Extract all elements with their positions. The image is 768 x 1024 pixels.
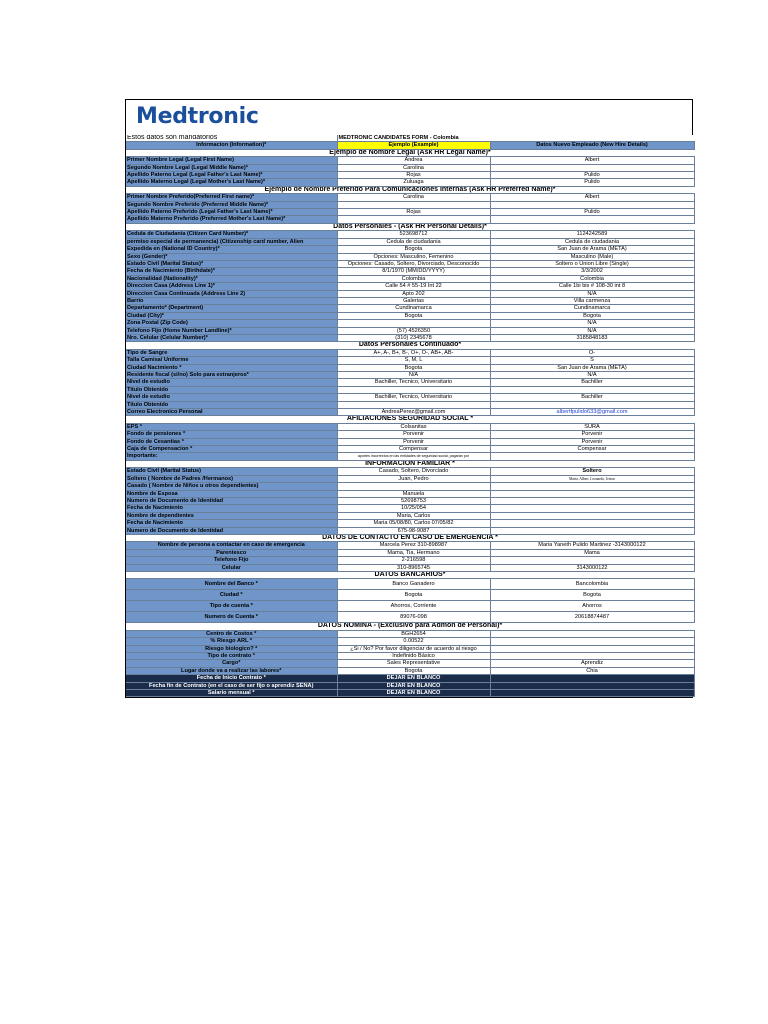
section-preferred-name: Ejemplo de Nombre Preferido Para Comunicaciones Internas (Ask HR Preferred Name)* — [126, 186, 694, 193]
field-label: Telefono Fijo (Home Number Landline)* — [126, 327, 337, 334]
form-row — [126, 379, 694, 386]
new-hire-field[interactable]: albertfpulido633@gmail.com — [490, 409, 694, 416]
form-row — [126, 557, 694, 564]
form-row — [126, 334, 694, 341]
new-hire-field[interactable]: 3143000122 — [490, 564, 694, 571]
example-value: Bachiller, Tecnico, Universitario — [337, 379, 490, 386]
example-value: Carolina — [337, 194, 490, 201]
new-hire-field[interactable]: N/A — [490, 327, 694, 334]
new-hire-field[interactable]: N/A — [490, 290, 694, 297]
new-hire-field[interactable]: Maria Yaneth Pulido Martinez -3143000122 — [490, 542, 694, 549]
new-hire-field[interactable] — [490, 653, 694, 660]
example-value: Bogota — [337, 364, 490, 371]
new-hire-field[interactable]: Bogota — [490, 590, 694, 601]
field-label: Nivel de estudio — [126, 379, 337, 386]
example-value — [337, 216, 490, 223]
form-row — [126, 453, 694, 460]
form-row — [126, 638, 694, 645]
form-row — [126, 675, 694, 682]
new-hire-field[interactable] — [490, 630, 694, 637]
field-label: Nombre del Banco * — [126, 579, 337, 590]
field-label: Parentesco — [126, 549, 337, 556]
section-personal: Datos Personales - (Ask HR Personal Details)* — [126, 223, 694, 230]
example-value: 523698712 — [337, 231, 490, 238]
example-value: DEJAR EN BLANCO — [337, 675, 490, 682]
new-hire-field[interactable] — [490, 638, 694, 645]
new-hire-field[interactable] — [490, 216, 694, 223]
form-row — [126, 590, 694, 601]
field-label: Tipo de Sangre — [126, 349, 337, 356]
example-value: Ahorros, Corriente — [337, 601, 490, 612]
candidates-form — [125, 99, 693, 698]
field-label: Apellido Paterno Preferido (Legal Father's Last Name)* — [126, 209, 337, 216]
form-row — [126, 475, 694, 482]
example-value: BGH2654 — [337, 630, 490, 637]
new-hire-field[interactable]: Porvenir — [490, 431, 694, 438]
example-value: Bogota — [337, 312, 490, 319]
new-hire-field[interactable]: Colombia — [490, 275, 694, 282]
example-value: 0.00522 — [337, 638, 490, 645]
field-label: Fecha fin de Contrato (en el caso de ser fijo o aprendiz SENA) — [126, 682, 337, 689]
example-value: Bogota — [337, 246, 490, 253]
field-label: Titulo Obtenido — [126, 386, 337, 393]
form-row — [126, 490, 694, 497]
example-value: Apto 202 — [337, 290, 490, 297]
field-label: Nivel de estudio — [126, 394, 337, 401]
field-label: Nro. Celular (Celular Number)* — [126, 334, 337, 341]
example-value: Carolina — [337, 164, 490, 171]
medtronic-logo: Medtronic — [136, 104, 259, 129]
form-row — [126, 283, 694, 290]
new-hire-field[interactable]: Cedula de ciudadania — [490, 238, 694, 245]
new-hire-field[interactable]: 3185848183 — [490, 334, 694, 341]
new-hire-field[interactable]: O- — [490, 349, 694, 356]
section-bank: DATOS BANCARIOS* — [126, 571, 694, 578]
example-value: Rojas — [337, 209, 490, 216]
field-label: Telefono Fijo — [126, 557, 337, 564]
form-row — [126, 682, 694, 689]
example-value: AndreaPerez@gmail.com — [337, 409, 490, 416]
form-table — [126, 135, 695, 697]
form-row — [126, 194, 694, 201]
example-value: Opciones: Masculino, Femenino — [337, 253, 490, 260]
field-label: Primer Nombre Legal (Legal First Name) — [126, 157, 337, 164]
field-label: Salario mensual * — [126, 690, 337, 697]
form-row — [126, 690, 694, 697]
form-row — [126, 268, 694, 275]
form-row — [126, 327, 694, 334]
field-label: Segundo Nombre Legal (Legal Middle Name)* — [126, 164, 337, 171]
form-row — [126, 253, 694, 260]
field-label: Ciudad Nacimiento * — [126, 364, 337, 371]
form-row — [126, 312, 694, 319]
form-row — [126, 216, 694, 223]
form-row — [126, 297, 694, 304]
form-row — [126, 201, 694, 208]
new-hire-field[interactable]: Soltero o Union Libre (Single) — [490, 260, 694, 267]
new-hire-field[interactable]: Bogota — [490, 312, 694, 319]
field-label: Fecha de Nacimiento — [126, 505, 337, 512]
new-hire-field[interactable]: 3/3/2002 — [490, 268, 694, 275]
example-value: 8/1/1970 (MM/DD/YYYY) — [337, 268, 490, 275]
form-row — [126, 386, 694, 393]
example-value: A+, A-, B+, B-, O+, O-, AB+, AB- — [337, 349, 490, 356]
new-hire-field[interactable] — [490, 505, 694, 512]
new-hire-field[interactable] — [490, 520, 694, 527]
form-row — [126, 601, 694, 612]
form-row — [126, 349, 694, 356]
field-label: Centro de Costos * — [126, 630, 337, 637]
field-label: Tipo de cuenta * — [126, 601, 337, 612]
example-value: 675-98-9087 — [337, 527, 490, 534]
example-value: Banco Ganadero — [337, 579, 490, 590]
column-header-example: Ejemplo (Example) — [337, 142, 490, 149]
field-label: Estado Civil (Marital Status) — [126, 468, 337, 475]
field-label: Casado ( Nombre de Niños u otros dependientes) — [126, 483, 337, 490]
example-value: Zuluaga — [337, 179, 490, 186]
form-row — [126, 512, 694, 519]
new-hire-field[interactable]: Bachiller — [490, 379, 694, 386]
new-hire-field[interactable]: Aprendiz — [490, 660, 694, 667]
form-row — [126, 438, 694, 445]
new-hire-field[interactable]: Calle 1bi bis # 108-30 int 8 — [490, 283, 694, 290]
example-value — [337, 320, 490, 327]
example-value: Bogota — [337, 667, 490, 674]
form-row — [126, 364, 694, 371]
form-row — [126, 446, 694, 453]
section-family: INFORMACION FAMILIAR * — [126, 460, 694, 467]
field-label: Correo Electronico Personal — [126, 409, 337, 416]
field-label: Fecha de Nacimiento (Birthdate)* — [126, 268, 337, 275]
new-hire-field[interactable] — [490, 497, 694, 504]
example-value: N/A — [337, 372, 490, 379]
field-label: Numero de Cuenta * — [126, 612, 337, 623]
example-value: 10/25/054 — [337, 505, 490, 512]
new-hire-field[interactable]: Albert — [490, 157, 694, 164]
field-label: EPS * — [126, 423, 337, 430]
new-hire-field[interactable]: Compensar — [490, 446, 694, 453]
example-value: Porvenir — [337, 431, 490, 438]
form-row — [126, 645, 694, 652]
form-row — [126, 164, 694, 171]
new-hire-field[interactable]: Mama — [490, 549, 694, 556]
form-row — [126, 549, 694, 556]
field-label: Barrio — [126, 297, 337, 304]
field-label: Nombre de dependientes — [126, 512, 337, 519]
new-hire-field[interactable]: Bachiller — [490, 394, 694, 401]
new-hire-field[interactable]: N/A — [490, 372, 694, 379]
example-value: DEJAR EN BLANCO — [337, 682, 490, 689]
new-hire-field[interactable] — [490, 401, 694, 408]
example-value: Maria 05/08/80, Carlos 07/05/82 — [337, 520, 490, 527]
example-value: Compensar — [337, 446, 490, 453]
field-label: Estado Civil (Marital Status)* — [126, 260, 337, 267]
form-row — [126, 667, 694, 674]
example-value: Marcela Perez 310-898987 — [337, 542, 490, 549]
form-row — [126, 653, 694, 660]
new-hire-field[interactable] — [490, 557, 694, 564]
example-value: Calle 54 # 55-19 Int 22 — [337, 283, 490, 290]
example-value: Mama, Tia, Hermano — [337, 549, 490, 556]
form-row — [126, 179, 694, 186]
field-label: Celular — [126, 564, 337, 571]
example-value: Porvenir — [337, 438, 490, 445]
form-row — [126, 497, 694, 504]
field-label: Fondo de pensiones * — [126, 431, 337, 438]
example-value: (57) 4526350 — [337, 327, 490, 334]
form-row — [126, 564, 694, 571]
column-header-new-hire: Datos Nuevo Empleado (New Hire Details) — [490, 142, 694, 149]
field-label: Talla Camisa/ Uniforme — [126, 357, 337, 364]
new-hire-field[interactable]: N/A — [490, 320, 694, 327]
example-value: Maria, Carlos — [337, 512, 490, 519]
new-hire-field[interactable]: Albert — [490, 194, 694, 201]
new-hire-field[interactable]: Bancolombia — [490, 579, 694, 590]
new-hire-field[interactable]: 1124242589 — [490, 231, 694, 238]
form-row — [126, 505, 694, 512]
section-emergency-contact: DATOS DE CONTACTO EN CASO DE EMERGENCIA * — [126, 534, 694, 541]
example-value: Sales Representative — [337, 660, 490, 667]
example-value: Cundinamarca — [337, 305, 490, 312]
field-label: Numero de Documento de Identidad — [126, 497, 337, 504]
example-value: S, M, L — [337, 357, 490, 364]
field-label: Segundo Nombre Preferido (Preferred Middle Name)* — [126, 201, 337, 208]
form-row — [126, 468, 694, 475]
field-label: Sexo (Gender)* — [126, 253, 337, 260]
form-row — [126, 579, 694, 590]
field-label: Nombre de Esposa — [126, 490, 337, 497]
form-row — [126, 290, 694, 297]
example-value: Manuela — [337, 490, 490, 497]
new-hire-field[interactable]: Cundinamarca — [490, 305, 694, 312]
form-row — [126, 660, 694, 667]
field-label: Lugar donde va a realizar las labores* — [126, 667, 337, 674]
form-row — [126, 231, 694, 238]
field-label: Departamento* (Department) — [126, 305, 337, 312]
field-label: Direccion Casa Continuada (Address Line 2) — [126, 290, 337, 297]
new-hire-field[interactable]: Porvenir — [490, 438, 694, 445]
field-label: Apellido Materno Preferido (Preferred Mother's Last Name)* — [126, 216, 337, 223]
section-personal-continued: Datos Personales Continuado* — [126, 342, 694, 349]
field-label: permiso especial de permanencia) (Citizenship card number, Alien — [126, 238, 337, 245]
new-hire-field[interactable] — [490, 483, 694, 490]
form-row — [126, 527, 694, 534]
example-value: Opciones: Casado, Soltero, Divorciado, Desconocido — [337, 260, 490, 267]
example-value — [337, 201, 490, 208]
example-value: Galerias — [337, 297, 490, 304]
example-value: Bogota — [337, 590, 490, 601]
column-header-info: Informacion (Information)* — [126, 142, 337, 149]
field-label: Soltero ( Nombre de Padres /Hermanos) — [126, 475, 337, 482]
form-row — [126, 372, 694, 379]
new-hire-field[interactable]: San Juan de Arama (META) — [490, 364, 694, 371]
field-label: Expedida en (National ID Country)* — [126, 246, 337, 253]
field-label: Apellido Materno Legal (Legal Mother's Last Name)* — [126, 179, 337, 186]
example-value: Cedula de ciudadania — [337, 238, 490, 245]
form-row — [126, 172, 694, 179]
form-row — [126, 305, 694, 312]
form-row — [126, 612, 694, 623]
example-value: Colsanitas — [337, 423, 490, 430]
section-legal-name: Ejemplo de Nombre Legal (Ask HR Legal Name)* — [126, 149, 694, 156]
field-label: Numero de Documento de Identidad — [126, 527, 337, 534]
new-hire-field[interactable]: Pulido — [490, 172, 694, 179]
example-value: Colombia — [337, 275, 490, 282]
new-hire-field[interactable] — [490, 690, 694, 697]
new-hire-field[interactable]: Villa carmenza — [490, 297, 694, 304]
form-row — [126, 246, 694, 253]
field-label: Ciudad (City)* — [126, 312, 337, 319]
example-value: aportes incorrectos en las entidades de seguridad social, pagarán por — [337, 453, 490, 460]
form-row — [126, 542, 694, 549]
field-label: Fecha de Inicio Contrato * — [126, 675, 337, 682]
form-row — [126, 275, 694, 282]
field-label: Zona Postal (Zip Code) — [126, 320, 337, 327]
form-row — [126, 483, 694, 490]
example-value: DEJAR EN BLANCO — [337, 690, 490, 697]
section-social-security: AFILIACIONES SEGURIDAD SOCIAL * — [126, 416, 694, 423]
form-row — [126, 157, 694, 164]
example-value — [337, 401, 490, 408]
form-row — [126, 260, 694, 267]
new-hire-field[interactable]: Ahorros — [490, 601, 694, 612]
field-label: Direccion Casa (Address Line 1)* — [126, 283, 337, 290]
field-label: Fondo de Cesantias * — [126, 438, 337, 445]
example-value: Indefinido Básico — [337, 653, 490, 660]
new-hire-field[interactable]: San Juan de Arama (META) — [490, 246, 694, 253]
new-hire-field[interactable]: Pulido — [490, 209, 694, 216]
field-label: Importante: — [126, 453, 337, 460]
form-row — [126, 394, 694, 401]
form-row — [126, 401, 694, 408]
field-label: Tipo de contrato * — [126, 653, 337, 660]
form-row — [126, 209, 694, 216]
example-value: (310) 2345678 — [337, 334, 490, 341]
field-label: Nacionalidad (Nationality)* — [126, 275, 337, 282]
field-label: Caja de Compensacion * — [126, 446, 337, 453]
form-row — [126, 409, 694, 416]
field-label: Cedula de Ciudadania (Citizen Card Number)* — [126, 231, 337, 238]
new-hire-field[interactable] — [490, 386, 694, 393]
field-label: % Riesgo ARL * — [126, 638, 337, 645]
field-label: Ciudad * — [126, 590, 337, 601]
new-hire-field[interactable]: SURA — [490, 423, 694, 430]
form-row — [126, 423, 694, 430]
example-value: Andrea — [337, 157, 490, 164]
new-hire-field[interactable]: 20618874487 — [490, 612, 694, 623]
new-hire-field[interactable] — [490, 512, 694, 519]
new-hire-field[interactable]: Soltero — [490, 468, 694, 475]
new-hire-field[interactable] — [490, 645, 694, 652]
example-value: Bachiller, Tecnico, Universitario — [337, 394, 490, 401]
example-value: 52698753 — [337, 497, 490, 504]
example-value: Rojas — [337, 172, 490, 179]
form-row — [126, 431, 694, 438]
new-hire-field[interactable]: Masculino (Male) — [490, 253, 694, 260]
field-label: Fecha de Nacimiento — [126, 520, 337, 527]
new-hire-field[interactable]: Chia — [490, 667, 694, 674]
field-label: Nombre de persona a contactar en caso de emergencia — [126, 542, 337, 549]
new-hire-field[interactable] — [490, 682, 694, 689]
field-label: Primer Nombre Preferido(Preferred First name)* — [126, 194, 337, 201]
new-hire-field[interactable]: S — [490, 357, 694, 364]
example-value: 2-216598 — [337, 557, 490, 564]
example-value: 310-8965745 — [337, 564, 490, 571]
field-label: Titulo Obtenido — [126, 401, 337, 408]
new-hire-field[interactable] — [490, 675, 694, 682]
form-row — [126, 320, 694, 327]
example-value: Juan, Pedro — [337, 475, 490, 482]
new-hire-field[interactable] — [490, 164, 694, 171]
form-row — [126, 520, 694, 527]
new-hire-field[interactable] — [490, 490, 694, 497]
example-value: Casado, Soltero, Divorciado — [337, 468, 490, 475]
form-title: MEDTRONIC CANDIDATES FORM - Colombia — [337, 135, 694, 142]
field-label: Apellido Paterno Legal (Legal Father's Last Name)* — [126, 172, 337, 179]
form-row — [126, 357, 694, 364]
new-hire-field[interactable] — [490, 453, 694, 460]
example-value — [337, 483, 490, 490]
new-hire-field[interactable]: Maria, Albert, Leonardo, Jeison — [490, 475, 694, 482]
logo-area — [126, 100, 692, 135]
form-row — [126, 630, 694, 637]
field-label: Cargo* — [126, 660, 337, 667]
example-value: ¿Si / No? Por favor diligenciar de acuerdo al riesgo — [337, 645, 490, 652]
example-value: 89076-098 — [337, 612, 490, 623]
field-label: Residente fiscal (si/no) Solo para extranjeros* — [126, 372, 337, 379]
field-label: Riesgo biologico? * — [126, 645, 337, 652]
new-hire-field[interactable]: Pulido — [490, 179, 694, 186]
form-row — [126, 238, 694, 245]
example-value — [337, 386, 490, 393]
section-payroll: DATOS NOMINA - (Exclusivo para Admon de Personal)* — [126, 623, 694, 630]
new-hire-field[interactable] — [490, 527, 694, 534]
new-hire-field[interactable] — [490, 201, 694, 208]
mandatory-note: Estos datos son mandatorios — [126, 135, 337, 142]
